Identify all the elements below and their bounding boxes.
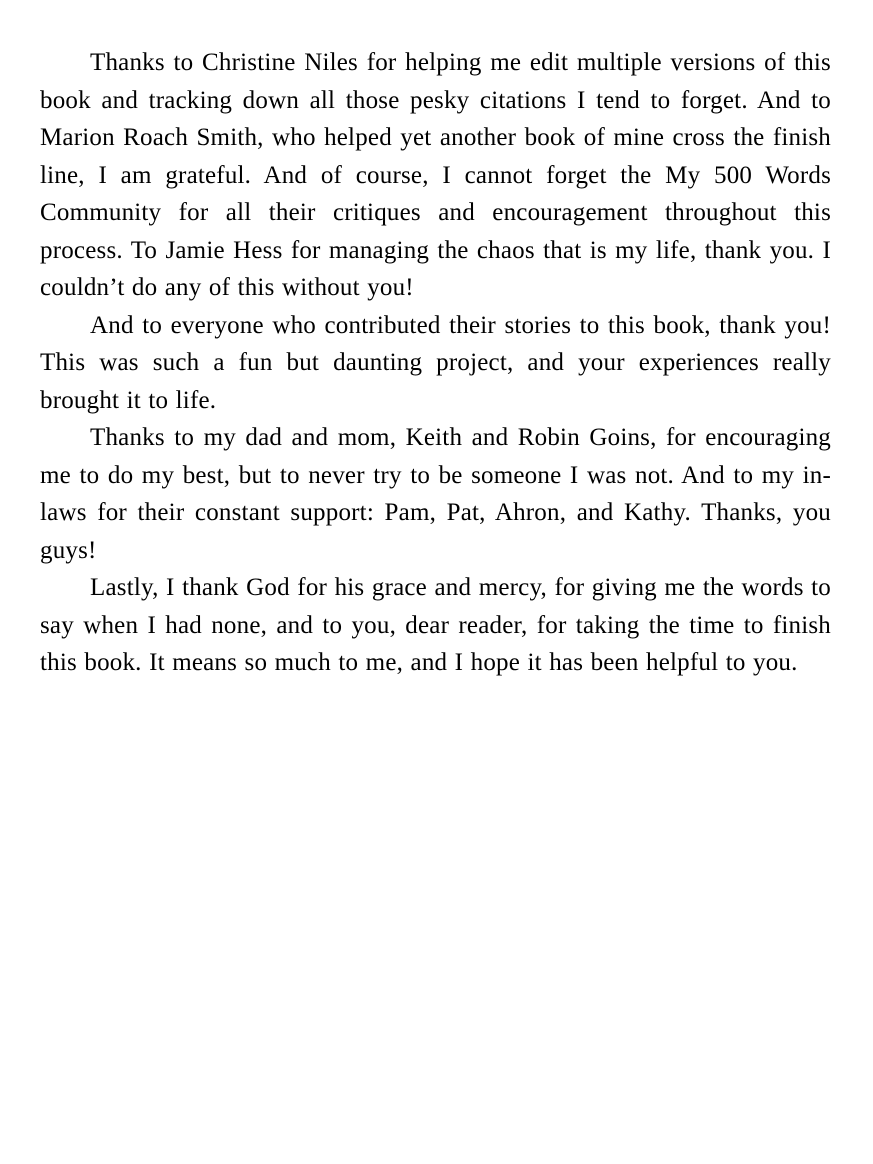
acknowledgments-paragraph-3: Thanks to my dad and mom, Keith and Robin Goins, for encouraging me to do my best, but to never try to be someone I was not. And to my in-laws for their constant support: Pam, Pat, Ahron, and Kathy. Thanks, you guys!: [40, 424, 831, 564]
acknowledgments-paragraph-2: And to everyone who contributed their stories to this book, thank you! This was such a fun but daunting project, and your experiences really brought it to life.: [40, 311, 831, 414]
acknowledgments-paragraph-4: Lastly, I thank God for his grace and mercy, for giving me the words to say when I had none, and to you, dear reader, for taking the time to finish this book. It means so much to me, and I hope it has been helpful to you.: [40, 574, 831, 676]
acknowledgments-paragraph-1: Thanks to Christine Niles for helping me edit multiple versions of this book and tracking down all those pesky citations I tend to forget. And to Marion Roach Smith, who helped yet another book of mine cross the finish line, I am grateful. And of course, I cannot forget the My 500 Words Community for all their critiques and encouragement throughout this process. To Jamie Hess for managing the chaos that is my life, thank you. I couldn’t do any of this without you!: [40, 49, 831, 301]
